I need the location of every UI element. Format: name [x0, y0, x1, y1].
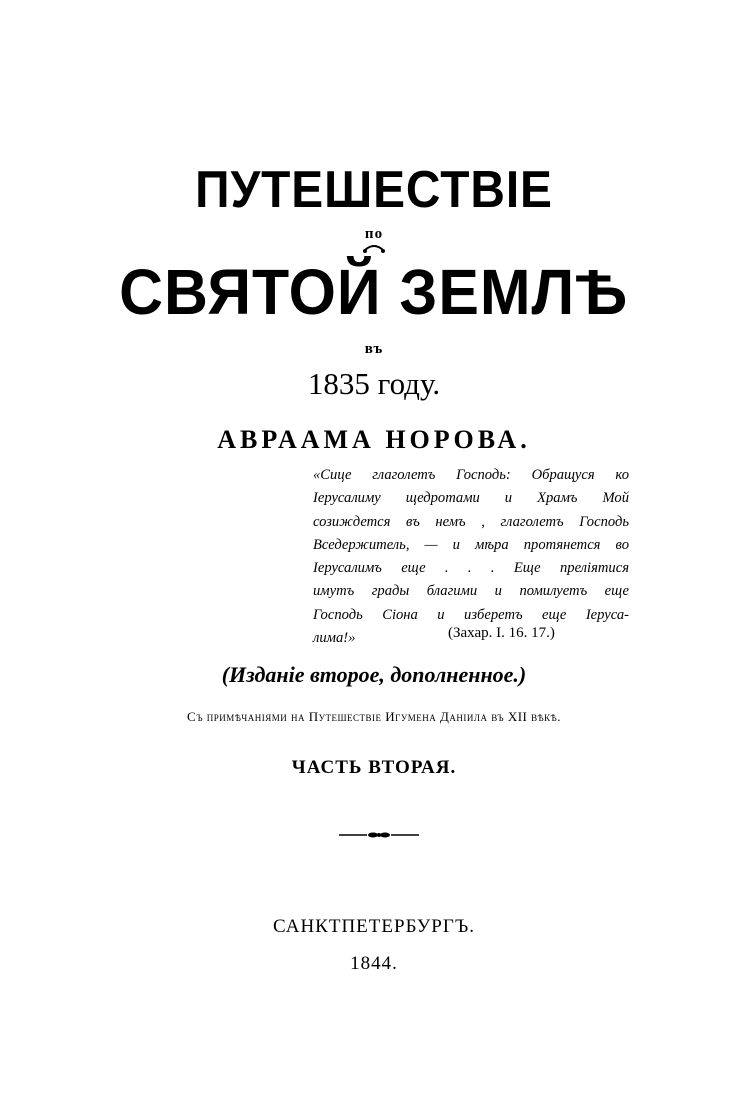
preposition-v: въ [364, 341, 384, 357]
epigraph-line: «Сице глаголетъ Господь: Обращуся ко [313, 467, 629, 483]
edition-note: (Изданіе второе, дополненное.) [221, 662, 527, 687]
title-line-1: ПУТЕШЕСТВІЕ [195, 161, 553, 219]
year-line: 1835 году. [307, 366, 441, 401]
epigraph-line: Іерусалиму щедротами и Храмъ Мой [313, 490, 629, 507]
publication-city: САНКТПЕТЕРБУРГЪ. [273, 916, 475, 937]
notes-line: Съ примѣчаніями на Путешествіе Игумена Даніила въ XII вѣкѣ. [187, 709, 561, 724]
publication-year: 1844. [350, 953, 398, 974]
epigraph-line: Іерусалимъ еще . . . Еще преліятися [313, 560, 629, 577]
author-name: АВРААМА НОРОВА. [217, 425, 531, 454]
epigraph-line: созиждется въ немъ , глаголетъ Господь [313, 513, 629, 530]
preposition-po: по [364, 226, 384, 242]
title-line-2: СВЯТОЙ ЗЕМЛѢ [119, 256, 629, 328]
epigraph-citation: (Захар. I. 16. 17.) [448, 625, 555, 641]
part-label: ЧАСТЬ ВТОРАЯ. [291, 757, 457, 778]
epigraph-line: имутъ грады благими и помилуетъ еще [313, 583, 629, 600]
epigraph-line: лима!» [313, 630, 356, 647]
epigraph-line: Вседержитель, — и мѣра протянется во [313, 536, 629, 553]
epigraph-line: Господь Сіона и изберетъ еще Іеруса- [313, 606, 629, 623]
ornamental-divider-icon [339, 826, 419, 834]
